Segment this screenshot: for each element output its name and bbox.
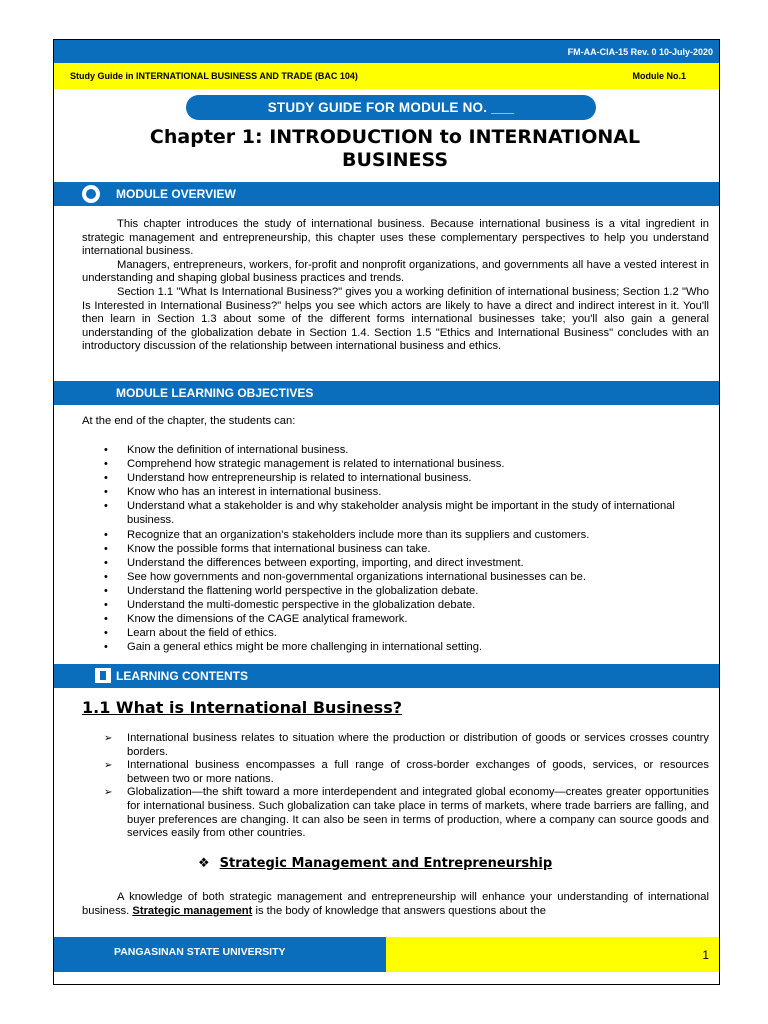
objectives-intro: At the end of the chapter, the students can:: [82, 415, 296, 427]
list-item: • Know who has an interest in international business.: [82, 485, 709, 499]
form-code: FM-AA-CIA-15 Rev. 0 10-July-2020: [567, 47, 713, 57]
strategic-paragraph: [82, 891, 709, 918]
list-item: ➢ International business encompasses a full range of cross-border exchanges of goods, services, or resources between two or more nations.: [82, 759, 709, 786]
chapter-title-line1: Chapter 1: INTRODUCTION to INTERNATIONAL: [149, 126, 641, 148]
list-item: ➢ Globalization—the shift toward a more interdependent and integrated global economy—creates greater opportunities for international business. Such globalization can take place in terms of markets, where trade barriers are falling, and buyer preferences are changing. It can also be seen in terms of production, where a company can source goods and services easily from other countries.: [82, 786, 709, 840]
overview-paragraph: Section 1.1 "What Is International Business?" gives you a working definition of international business; Section 1.2 "Who Is Interested in International Business?" helps you see which actors are likely to have a direct and indirect interest in it. You'll then learn in Section 1.3 about some of the different forms international businesses take; you'll also gain a general understanding of the globalization debate in Section 1.4. Section 1.5 "Ethics and International Business" concludes with an introductory discussion of the relationship between international business and ethics.: [82, 285, 709, 353]
para-end: is the body of knowledge that answers questions about the: [255, 904, 546, 917]
list-item: • Comprehend how strategic management is related to international business.: [82, 457, 709, 471]
contents-section-bar: [54, 664, 719, 688]
overview-paragraph: Managers, entrepreneurs, workers, for-profit and nonprofit organizations, and governments all have a vested interest in understanding and shaping global business practices and trends.: [82, 258, 709, 285]
list-item: • Understand what a stakeholder is and why stakeholder analysis might be important in the study of international business.: [82, 499, 709, 527]
diamond-bullet-icon: ❖: [198, 856, 210, 871]
course-title: Study Guide in INTERNATIONAL BUSINESS AND TRADE (BAC 104): [70, 71, 358, 81]
strategic-management-term: Strategic management: [132, 904, 253, 917]
chapter-title: [100, 126, 690, 172]
definition-list: [82, 732, 709, 841]
list-item: • Learn about the field of ethics.: [82, 626, 709, 640]
magnifier-icon: [80, 183, 102, 205]
contents-heading: LEARNING CONTENTS: [116, 669, 248, 683]
objectives-section-bar: [54, 381, 719, 405]
university-name: PANGASINAN STATE UNIVERSITY: [114, 946, 286, 958]
objectives-heading: MODULE LEARNING OBJECTIVES: [116, 386, 314, 400]
overview-heading: MODULE OVERVIEW: [116, 187, 236, 201]
strategic-management-text: [82, 891, 709, 918]
book-icon: [93, 666, 113, 685]
list-item: • Know the dimensions of the CAGE analytical framework.: [82, 612, 709, 626]
list-item: • Understand the multi-domestic perspective in the globalization debate.: [82, 598, 709, 612]
list-item: • Gain a general ethics might be more challenging in international setting.: [82, 640, 709, 654]
footer-page-bar: [386, 937, 719, 972]
list-item: • See how governments and non-governmental organizations international businesses can be.: [82, 570, 709, 584]
study-guide-banner: STUDY GUIDE FOR MODULE NO. ___: [186, 95, 596, 120]
list-item: • Know the possible forms that international business can take.: [82, 542, 709, 556]
overview-text: [82, 218, 709, 354]
subheading: [198, 856, 552, 871]
page-number: 1: [702, 948, 709, 962]
overview-paragraph: This chapter introduces the study of international business. Because international business is a vital ingredient in strategic management and entrepreneurship, this chapter uses these complementary perspectives to help you understand international business.: [82, 218, 709, 258]
list-item: • Understand how entrepreneurship is related to international business.: [82, 471, 709, 485]
section-title: 1.1 What is International Business?: [82, 698, 402, 717]
course-bar: [54, 63, 719, 89]
list-item: ➢ International business relates to situation where the production or distribution of goods or services crosses country borders.: [82, 732, 709, 759]
objectives-list: [82, 443, 709, 654]
list-item: • Understand the differences between exporting, importing, and direct investment.: [82, 556, 709, 570]
form-code-bar: [54, 40, 719, 63]
list-item: • Recognize that an organization's stakeholders include more than its suppliers and customers.: [82, 528, 709, 542]
subheading-text: Strategic Management and Entrepreneurship: [219, 856, 553, 871]
overview-section-bar: [54, 182, 719, 206]
footer-university-bar: [54, 937, 386, 972]
para-start: A knowledge of both strategic management and entrepreneurship will enhance your understanding of international business.: [82, 891, 709, 917]
chapter-title-line2: BUSINESS: [341, 149, 449, 171]
module-number: Module No.1: [632, 71, 686, 81]
list-item: • Understand the flattening world perspective in the globalization debate.: [82, 584, 709, 598]
list-item: • Know the definition of international business.: [82, 443, 709, 457]
